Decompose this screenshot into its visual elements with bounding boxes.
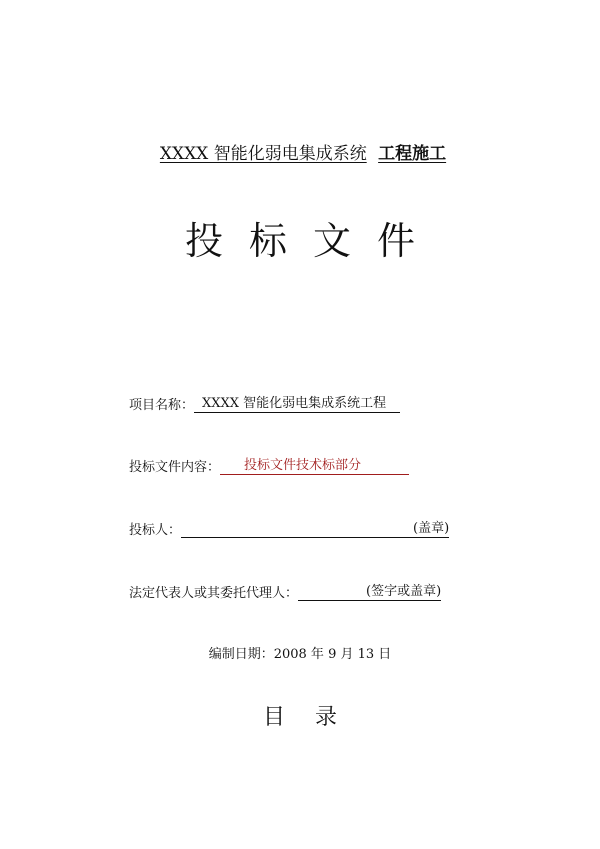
- bid-content-value: 投标文件技术标部分: [220, 458, 409, 475]
- project-name-field: [129, 394, 400, 413]
- bidder-blank-line: [181, 522, 413, 538]
- main-title: 投标文件: [184, 219, 441, 263]
- bidder-field: [129, 519, 449, 538]
- project-title-underlined: XXXX 智能化弱电集成系统: [159, 144, 367, 164]
- representative-label: 法定代表人或其委托代理人：: [129, 586, 299, 601]
- bid-content-field: [129, 456, 409, 475]
- representative-blank-line: [298, 585, 364, 601]
- project-name-label: 项目名称：: [129, 398, 195, 413]
- project-title-suffix: 工程施工: [378, 144, 447, 164]
- project-name-value: XXXX 智能化弱电集成系统工程: [194, 396, 400, 413]
- bidder-label: 投标人：: [129, 523, 182, 538]
- project-title-line: [0, 139, 600, 164]
- representative-field: [129, 582, 441, 601]
- compile-date: 编制日期：2008 年 9 月 13 日: [208, 647, 392, 662]
- toc-title: 目录: [262, 705, 367, 730]
- bid-content-label: 投标文件内容：: [129, 460, 221, 475]
- bidder-seal-note: (盖章): [413, 521, 450, 536]
- representative-sign-note: (签字或盖章): [366, 584, 442, 599]
